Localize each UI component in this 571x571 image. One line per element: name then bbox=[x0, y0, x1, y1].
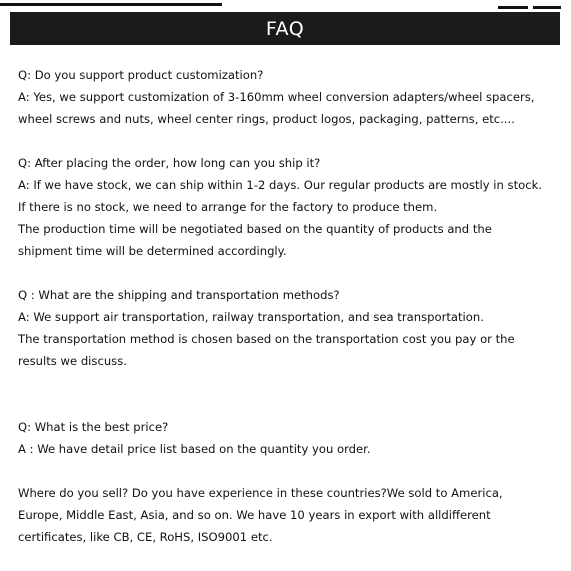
faq-question: Q: After placing the order, how long can you ship it? bbox=[18, 156, 321, 170]
closing-paragraph bbox=[18, 482, 563, 548]
faq-answer-line: wheel screws and nuts, wheel center rings, product logos, packaging, patterns, etc.... bbox=[18, 112, 515, 126]
faq-question: Q: Do you support product customization? bbox=[18, 68, 264, 82]
closing-line: Europe, Middle East, Asia, and so on. We have 10 years in export with alldifferent bbox=[18, 508, 491, 522]
faq-answer-line: A: We support air transportation, railway transportation, and sea transportation. bbox=[18, 310, 484, 324]
faq-question: Q: What is the best price? bbox=[18, 420, 169, 434]
top-strip-bar-right-1 bbox=[498, 6, 528, 9]
faq-item bbox=[18, 152, 563, 262]
spacer bbox=[18, 262, 563, 284]
faq-answer-line: The production time will be negotiated based on the quantity of products and the bbox=[18, 222, 492, 236]
faq-header-bar bbox=[10, 12, 560, 45]
faq-answer-line: A: If we have stock, we can ship within 1-2 days. Our regular products are mostly in stock. bbox=[18, 178, 543, 192]
top-strip-bar-right-2 bbox=[533, 6, 561, 9]
faq-item bbox=[18, 416, 563, 460]
spacer bbox=[18, 460, 563, 482]
faq-answer-line: shipment time will be determined accordingly. bbox=[18, 244, 287, 258]
faq-item bbox=[18, 64, 563, 130]
top-strip-bar-left bbox=[0, 3, 222, 6]
page-title: FAQ bbox=[265, 17, 305, 40]
faq-answer-line: results we discuss. bbox=[18, 354, 127, 368]
spacer bbox=[18, 130, 563, 152]
faq-content bbox=[18, 64, 563, 548]
spacer bbox=[18, 372, 563, 416]
faq-answer-line: A : We have detail price list based on the quantity you order. bbox=[18, 442, 371, 456]
faq-question: Q : What are the shipping and transportation methods? bbox=[18, 288, 340, 302]
closing-line: certificates, like CB, CE, RoHS, ISO9001 etc. bbox=[18, 530, 273, 544]
faq-answer-line: The transportation method is chosen based on the transportation cost you pay or the bbox=[18, 332, 515, 346]
faq-item bbox=[18, 284, 563, 372]
faq-answer-line: A: Yes, we support customization of 3-160mm wheel conversion adapters/wheel spacers, bbox=[18, 90, 535, 104]
closing-line: Where do you sell? Do you have experience in these countries?We sold to America, bbox=[18, 486, 503, 500]
faq-answer-line: If there is no stock, we need to arrange for the factory to produce them. bbox=[18, 200, 438, 214]
